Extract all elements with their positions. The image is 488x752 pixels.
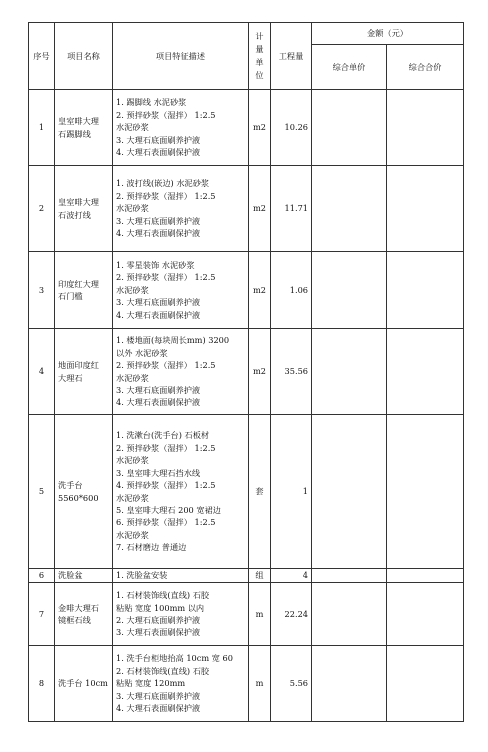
cell-desc-line: 水泥砂浆 xyxy=(116,529,149,540)
cell-name-line: 皇室啡大理 xyxy=(58,116,99,127)
cell-qty: 11.71 xyxy=(271,166,312,252)
header-seq: 序号 xyxy=(29,23,55,90)
table-row xyxy=(29,252,464,329)
cell-seq: 4 xyxy=(29,329,55,415)
header-unit-char: 量 xyxy=(255,44,264,54)
cell-total xyxy=(387,90,464,166)
cell-unit: m2 xyxy=(249,252,271,329)
cell-unit-price xyxy=(312,90,387,166)
cell-desc xyxy=(113,646,249,722)
header-desc: 项目特征描述 xyxy=(113,23,249,90)
cell-seq: 1 xyxy=(29,90,55,166)
cell-desc-line: 3. 大理石底面刷养护液 xyxy=(116,297,201,308)
cell-total xyxy=(387,252,464,329)
cell-unit: m2 xyxy=(249,329,271,415)
cell-name xyxy=(55,569,113,583)
cell-desc-line: 7. 石材磨边 普通边 xyxy=(116,542,187,553)
table-row xyxy=(29,583,464,646)
cell-qty: 1 xyxy=(271,415,312,569)
cell-desc-line: 水泥砂浆 xyxy=(116,203,149,214)
cell-name-line: 印度红大理 xyxy=(58,278,99,289)
table-row xyxy=(29,166,464,252)
header-qty: 工程量 xyxy=(271,23,312,90)
header-unit-char: 单 xyxy=(255,57,264,67)
cell-name xyxy=(55,166,113,252)
cell-desc-line: 5. 皇室啡大理石 200 宽裙边 xyxy=(116,504,221,515)
cell-total xyxy=(387,646,464,722)
cell-seq: 6 xyxy=(29,569,55,583)
cell-unit: 组 xyxy=(249,569,271,583)
cell-unit: m2 xyxy=(249,90,271,166)
cell-seq: 8 xyxy=(29,646,55,722)
cell-desc-line: 1. 波打线(嵌边) 水泥砂浆 xyxy=(116,178,210,189)
cell-desc-line: 2. 石材装饰线(直线) 石胶 xyxy=(116,665,210,676)
cell-name xyxy=(55,329,113,415)
cell-desc-line: 3. 皇室啡大理石挡水线 xyxy=(116,467,201,478)
cell-name-line: 5560*600 xyxy=(58,492,99,503)
cell-name-line: 镜框石线 xyxy=(58,615,91,625)
cell-unit-price xyxy=(312,415,387,569)
cell-desc-line: 3. 大理石底面刷养护液 xyxy=(116,384,201,395)
table-row xyxy=(29,569,464,583)
table-row xyxy=(29,646,464,722)
cell-total xyxy=(387,569,464,583)
cell-desc-line: 4. 大理石表面刷保护液 xyxy=(116,397,201,408)
cell-unit: m xyxy=(249,583,271,646)
header-unit xyxy=(249,23,271,90)
cell-name-line: 石门槛 xyxy=(58,291,83,301)
cell-desc-line: 粘贴 宽度 100mm 以内 xyxy=(116,602,205,613)
cell-desc xyxy=(113,90,249,166)
cell-name xyxy=(55,646,113,722)
cell-desc-line: 1. 洗脸盆安装 xyxy=(116,570,168,581)
header-amount: 金额（元） xyxy=(312,23,464,45)
cell-total xyxy=(387,329,464,415)
cell-desc-line: 3. 大理石底面刷养护液 xyxy=(116,215,201,226)
cell-name-line: 大理石 xyxy=(58,372,83,383)
table-row xyxy=(29,329,464,415)
cell-qty: 22.24 xyxy=(271,583,312,646)
cell-qty: 1.06 xyxy=(271,252,312,329)
cell-unit-price xyxy=(312,583,387,646)
cell-desc-line: 2. 预拌砂浆（湿拌） 1:2.5 xyxy=(116,109,216,120)
cell-qty: 5.56 xyxy=(271,646,312,722)
cell-desc-line: 3. 大理石底面刷养护液 xyxy=(116,690,201,701)
cell-seq: 7 xyxy=(29,583,55,646)
cell-name-line: 石波打线 xyxy=(58,209,91,220)
cell-desc-line: 4. 大理石表面刷保护液 xyxy=(116,703,201,714)
cell-desc-line: 水泥砂浆 xyxy=(116,372,149,383)
cell-name-line: 洗手台 10cm xyxy=(58,678,108,689)
cell-name xyxy=(55,583,113,646)
cell-desc xyxy=(113,329,249,415)
header-unit-price: 综合单价 xyxy=(312,45,387,90)
cell-unit: m2 xyxy=(249,166,271,252)
cell-desc-line: 1. 石材装饰线(直线) 石胶 xyxy=(116,590,210,601)
bill-of-quantities-table xyxy=(28,22,464,722)
cell-desc-line: 1. 零星装饰 水泥砂浆 xyxy=(116,259,195,270)
cell-desc-line: 4. 大理石表面刷保护液 xyxy=(116,309,201,320)
cell-qty: 35.56 xyxy=(271,329,312,415)
header-unit-char: 计 xyxy=(255,31,264,41)
cell-seq: 2 xyxy=(29,166,55,252)
cell-desc-line: 3. 大理石底面刷养护液 xyxy=(116,134,201,145)
cell-desc-line: 1. 踢脚线 水泥砂浆 xyxy=(116,97,187,108)
cell-unit-price xyxy=(312,252,387,329)
cell-desc-line: 2. 预拌砂浆（湿拌） 1:2.5 xyxy=(116,360,216,371)
cell-unit-price xyxy=(312,329,387,415)
cell-name-line: 皇室啡大理 xyxy=(58,197,99,208)
cell-desc-line: 1. 洗漱台(洗手台) 石板材 xyxy=(116,430,210,441)
cell-desc-line: 3. 大理石表面刷保护液 xyxy=(116,627,201,638)
table-row xyxy=(29,90,464,166)
cell-qty: 10.26 xyxy=(271,90,312,166)
cell-seq: 5 xyxy=(29,415,55,569)
header-unit-char: 位 xyxy=(255,70,264,80)
cell-desc-line: 水泥砂浆 xyxy=(116,455,149,466)
cell-total xyxy=(387,166,464,252)
cell-desc-line: 水泥砂浆 xyxy=(116,492,149,503)
cell-unit-price xyxy=(312,166,387,252)
cell-unit-price xyxy=(312,646,387,722)
cell-name-line: 金啡大理石 xyxy=(58,602,99,613)
cell-name xyxy=(55,252,113,329)
cell-desc-line: 6. 预拌砂浆（湿拌） 1:2.5 xyxy=(116,517,216,528)
cell-desc xyxy=(113,166,249,252)
cell-desc-line: 以外 水泥砂浆 xyxy=(116,347,168,358)
header-name: 项目名称 xyxy=(55,23,113,90)
cell-name xyxy=(55,415,113,569)
cell-desc-line: 2. 大理石底面刷养护液 xyxy=(116,615,201,625)
cell-name xyxy=(55,90,113,166)
cell-desc xyxy=(113,415,249,569)
cell-desc-line: 1. 楼地面(每块周长mm) 3200 xyxy=(116,335,230,346)
cell-desc-line: 4. 大理石表面刷保护液 xyxy=(116,147,201,158)
header-total: 综合合价 xyxy=(387,45,464,90)
cell-unit-price xyxy=(312,569,387,583)
cell-name-line: 洗脸盆 xyxy=(58,570,83,581)
cell-qty: 4 xyxy=(271,569,312,583)
cell-unit: 套 xyxy=(249,415,271,569)
cell-desc-line: 1. 洗手台柜地抬高 10cm 宽 60 xyxy=(116,653,233,664)
cell-seq: 3 xyxy=(29,252,55,329)
cell-unit: m xyxy=(249,646,271,722)
cell-desc xyxy=(113,252,249,329)
cell-desc-line: 水泥砂浆 xyxy=(116,284,149,295)
cell-desc-line: 2. 预拌砂浆（湿拌） 1:2.5 xyxy=(116,442,216,453)
cell-desc-line: 2. 预拌砂浆（湿拌） 1:2.5 xyxy=(116,272,216,283)
cell-desc-line: 粘贴 宽度 120mm xyxy=(116,678,186,689)
cell-desc xyxy=(113,569,249,583)
cell-desc-line: 2. 预拌砂浆（湿拌） 1:2.5 xyxy=(116,190,216,201)
cell-total xyxy=(387,415,464,569)
cell-name-line: 洗手台 xyxy=(58,480,83,491)
cell-desc-line: 4. 预拌砂浆（湿拌） 1:2.5 xyxy=(116,480,216,491)
cell-desc-line: 4. 大理石表面刷保护液 xyxy=(116,228,201,239)
cell-desc-line: 水泥砂浆 xyxy=(116,122,149,133)
cell-total xyxy=(387,583,464,646)
cell-name-line: 石踢脚线 xyxy=(58,128,91,139)
cell-name-line: 地面印度红 xyxy=(58,360,99,371)
cell-desc xyxy=(113,583,249,646)
table-row xyxy=(29,415,464,569)
